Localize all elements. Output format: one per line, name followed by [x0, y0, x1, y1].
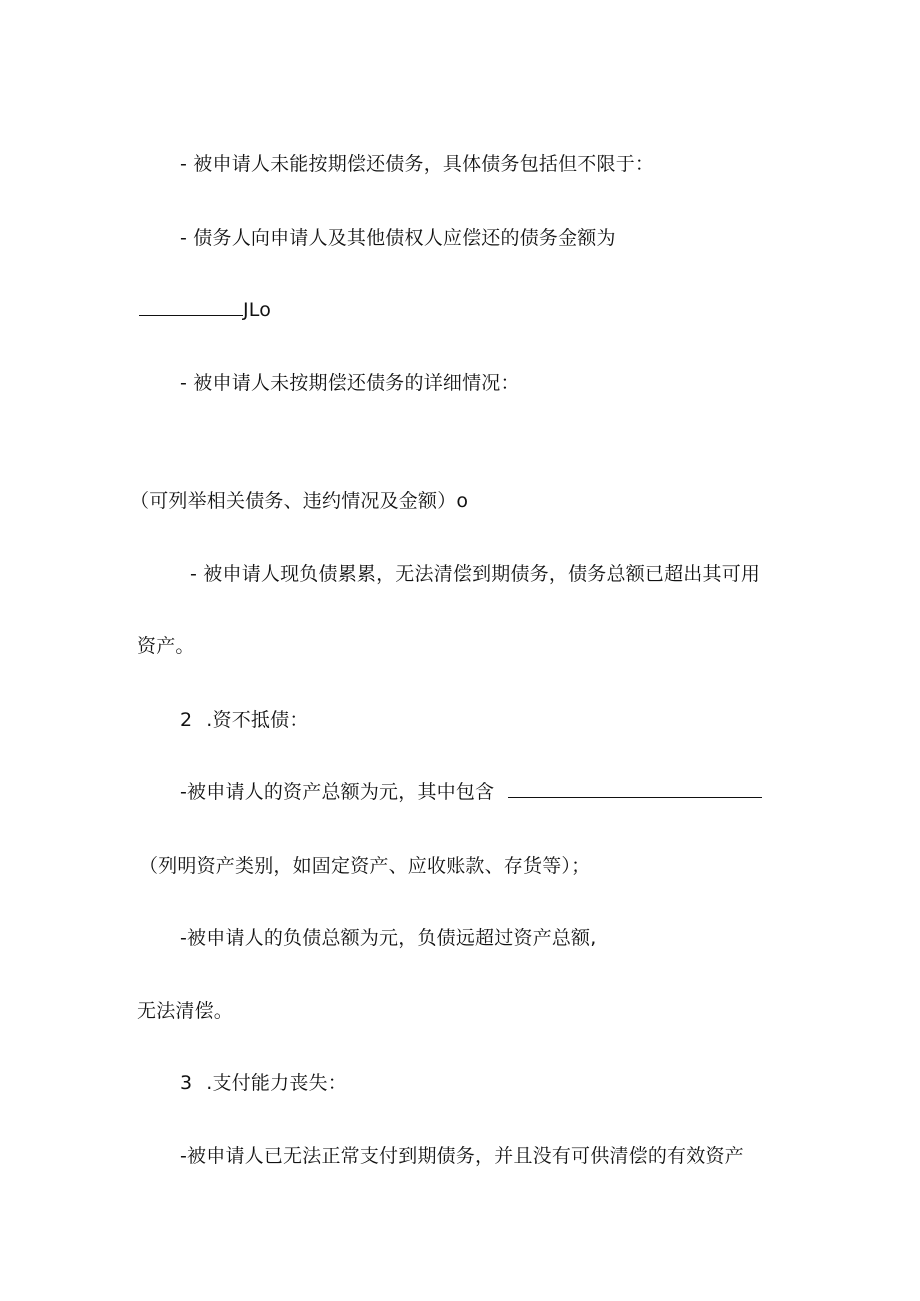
paragraph-line [137, 999, 233, 1023]
line-text: - 被申请人现负债累累，无法清偿到期债务，债务总额已超出其可用 [190, 563, 761, 585]
section-heading [180, 1071, 347, 1095]
line-text: - 被申请人未按期偿还债务的详细情况： [180, 372, 520, 394]
line-text: JLo [243, 299, 272, 321]
line-text: 资产。 [137, 635, 195, 657]
paragraph-line [180, 926, 597, 950]
line-text: -被申请人已无法正常支付到期债务，并且没有可供清偿的有效资产 [180, 1145, 744, 1167]
line-text: - 债务人向申请人及其他债权人应偿还的债务金额为 [180, 227, 616, 249]
line-text: -被申请人的负债总额为元，负债远超过资产总额, [180, 927, 597, 949]
section-number: 2 [180, 709, 193, 731]
line-text: -被申请人的资产总额为元，其中包含 [180, 781, 495, 803]
section-heading [180, 708, 309, 732]
section-title: .资不抵债： [206, 709, 309, 731]
line-text: 无法清偿。 [137, 1000, 234, 1022]
paragraph-line [139, 854, 590, 878]
paragraph-line [130, 489, 468, 513]
paragraph-line [190, 562, 760, 586]
line-text: （可列举相关债务、违约情况及金额）o [130, 490, 469, 512]
paragraph-line [180, 1144, 744, 1168]
paragraph-line [137, 634, 195, 658]
section-title: .支付能力丧失： [206, 1072, 347, 1094]
fill-in-blank [139, 299, 243, 316]
line-text: （列明资产类别，如固定资产、应收账款、存货等）； [139, 855, 591, 877]
paragraph-line [180, 780, 762, 804]
paragraph-line [180, 152, 654, 176]
paragraph-line [180, 226, 616, 250]
paragraph-line [180, 371, 520, 395]
section-number: 3 [180, 1072, 193, 1094]
line-text: - 被申请人未能按期偿还债务，具体债务包括但不限于： [180, 153, 655, 175]
paragraph-line [139, 298, 271, 322]
fill-in-blank [508, 781, 762, 798]
